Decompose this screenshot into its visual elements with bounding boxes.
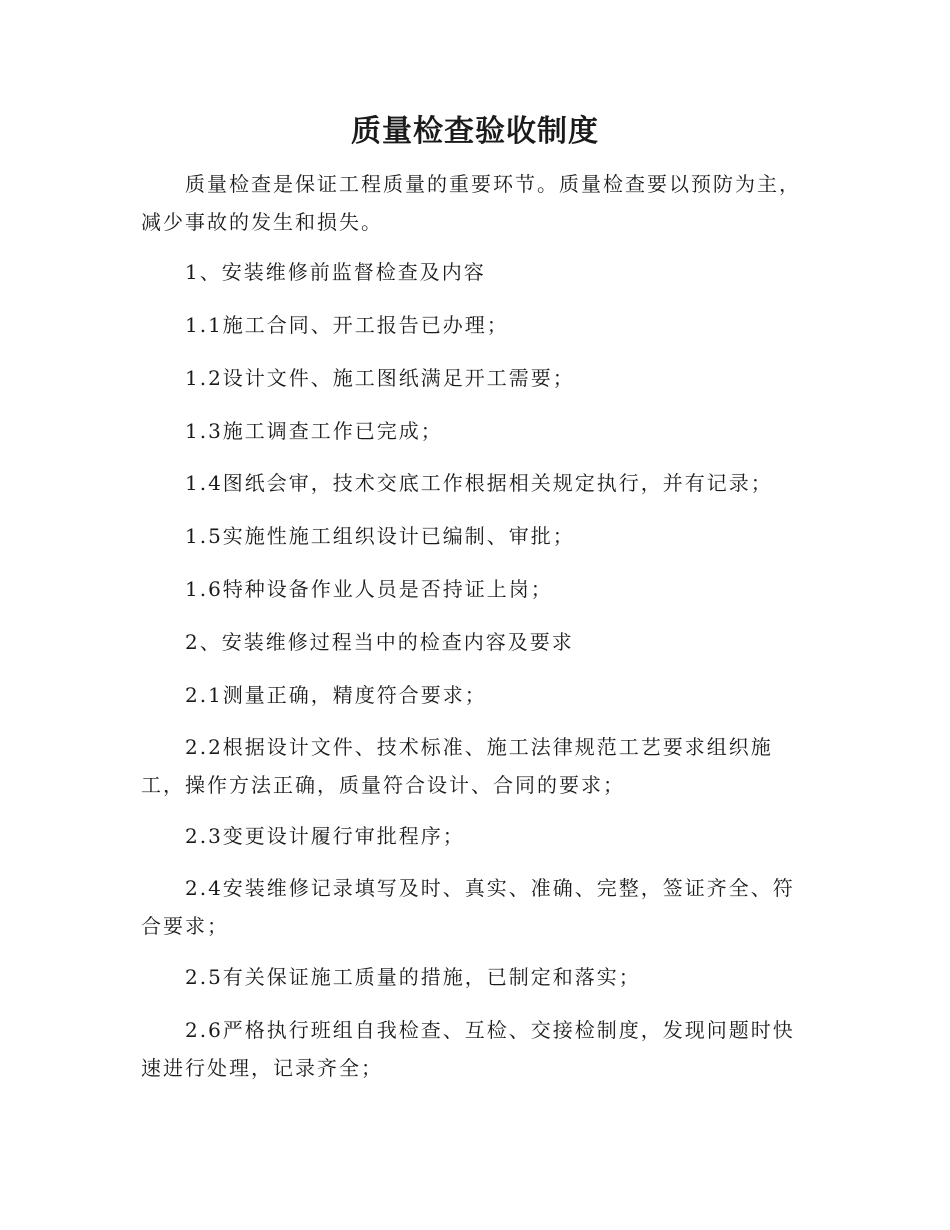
list-item-2-6: 2.6严格执行班组自我检查、互检、交接检制度，发现问题时快速进行处理，记录齐全； (141, 1018, 795, 1080)
list-item-1-6: 1.6特种设备作业人员是否持证上岗； (185, 577, 553, 601)
list-item-2-2: 2.2根据设计文件、技术标准、施工法律规范工艺要求组织施工，操作方法正确，质量符合设计、合同的要求； (141, 735, 773, 797)
list-item-2-5: 2.5有关保证施工质量的措施，已制定和落实； (185, 965, 641, 989)
list-item-1-3: 1.3施工调查工作已完成； (185, 419, 443, 443)
list-item-2-3: 2.3变更设计履行审批程序； (185, 824, 465, 848)
list-item-2-1: 2.1测量正确，精度符合要求； (185, 683, 487, 707)
list-item-2-4: 2.4安装维修记录填写及时、真实、准确、完整，签证齐全、符合要求； (141, 876, 795, 938)
list-item-1-2: 1.2设计文件、施工图纸满足开工需要； (185, 366, 575, 390)
section-heading-1: 1、安装维修前监督检查及内容 (185, 260, 486, 284)
paragraph-intro: 质量检查是保证工程质量的重要环节。质量检查要以预防为主，减少事故的发生和损失。 (141, 172, 801, 234)
list-item-1-4: 1.4图纸会审，技术交底工作根据相关规定执行，并有记录； (185, 471, 773, 495)
section-heading-2: 2、安装维修过程当中的检查内容及要求 (185, 630, 574, 654)
document-title: 质量检查验收制度 (351, 114, 599, 149)
list-item-1-5: 1.5实施性施工组织设计已编制、审批； (185, 524, 575, 548)
list-item-1-1: 1.1施工合同、开工报告已办理； (185, 313, 509, 337)
